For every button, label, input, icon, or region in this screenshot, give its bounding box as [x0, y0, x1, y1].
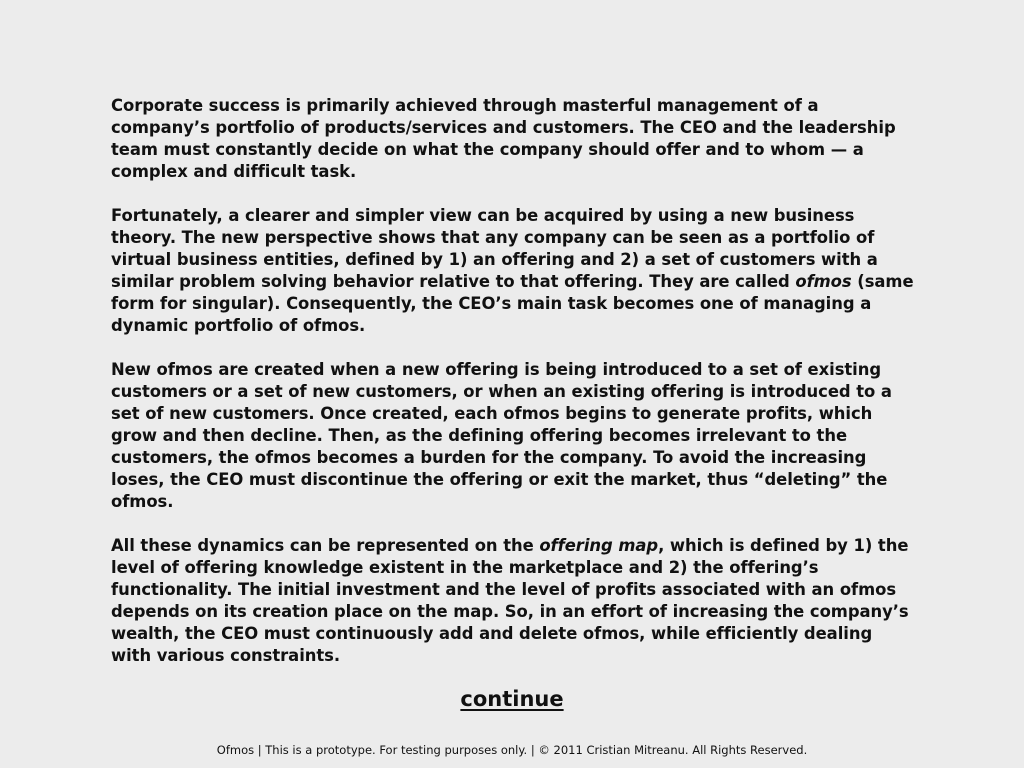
paragraph-4-text-b: , which is defined by 1) the level of offering knowledge existent in the marketplace and 2) the offering’s functionality. The initial investment and the level of profits associated with an ofmos depends on its creation place on the map. So, in an effort of increasing the company’s wealth, the CEO must continuously add and delete ofmos, while efficiently dealing with various constraints. [111, 536, 909, 665]
ofmos-term: ofmos [795, 272, 852, 291]
paragraph-4-text-a: All these dynamics can be represented on the [111, 536, 540, 555]
intro-text [111, 95, 916, 689]
continue-container [0, 685, 1024, 713]
paragraph-2-text-b: (same form for singular). Consequently, the CEO’s main task becomes one of managing a dynamic portfolio of ofmos. [111, 272, 914, 335]
footer-text: Ofmos | This is a prototype. For testing purposes only. | © 2011 Cristian Mitreanu. All Rights Reserved. [216, 743, 808, 757]
paragraph-2-text-a: Fortunately, a clearer and simpler view can be acquired by using a new business theory. The new perspective shows that any company can be seen as a portfolio of virtual business entities, defined by 1) an offering and 2) a set of customers with a similar problem solving behavior relative to that offering. They are called [111, 206, 878, 291]
paragraph-2 [111, 205, 916, 337]
offering-map-term: offering map [539, 536, 659, 555]
continue-link[interactable]: continue [460, 687, 564, 711]
paragraph-4 [111, 535, 916, 667]
paragraph-1: Corporate success is primarily achieved through masterful management of a company’s portfolio of products/services and customers. The CEO and the leadership team must constantly decide on what the company should offer and to whom — a complex and difficult task. [111, 96, 896, 181]
paragraph-3: New ofmos are created when a new offering is being introduced to a set of existing customers or a set of new customers, or when an existing offering is introduced to a set of new customers. Once created, each ofmos begins to generate profits, which grow and then decline. Then, as the defining offering becomes irrelevant to the customers, the ofmos becomes a burden for the company. To avoid the increasing loses, the CEO must discontinue the offering or exit the market, thus “deleting” the ofmos. [111, 360, 892, 511]
